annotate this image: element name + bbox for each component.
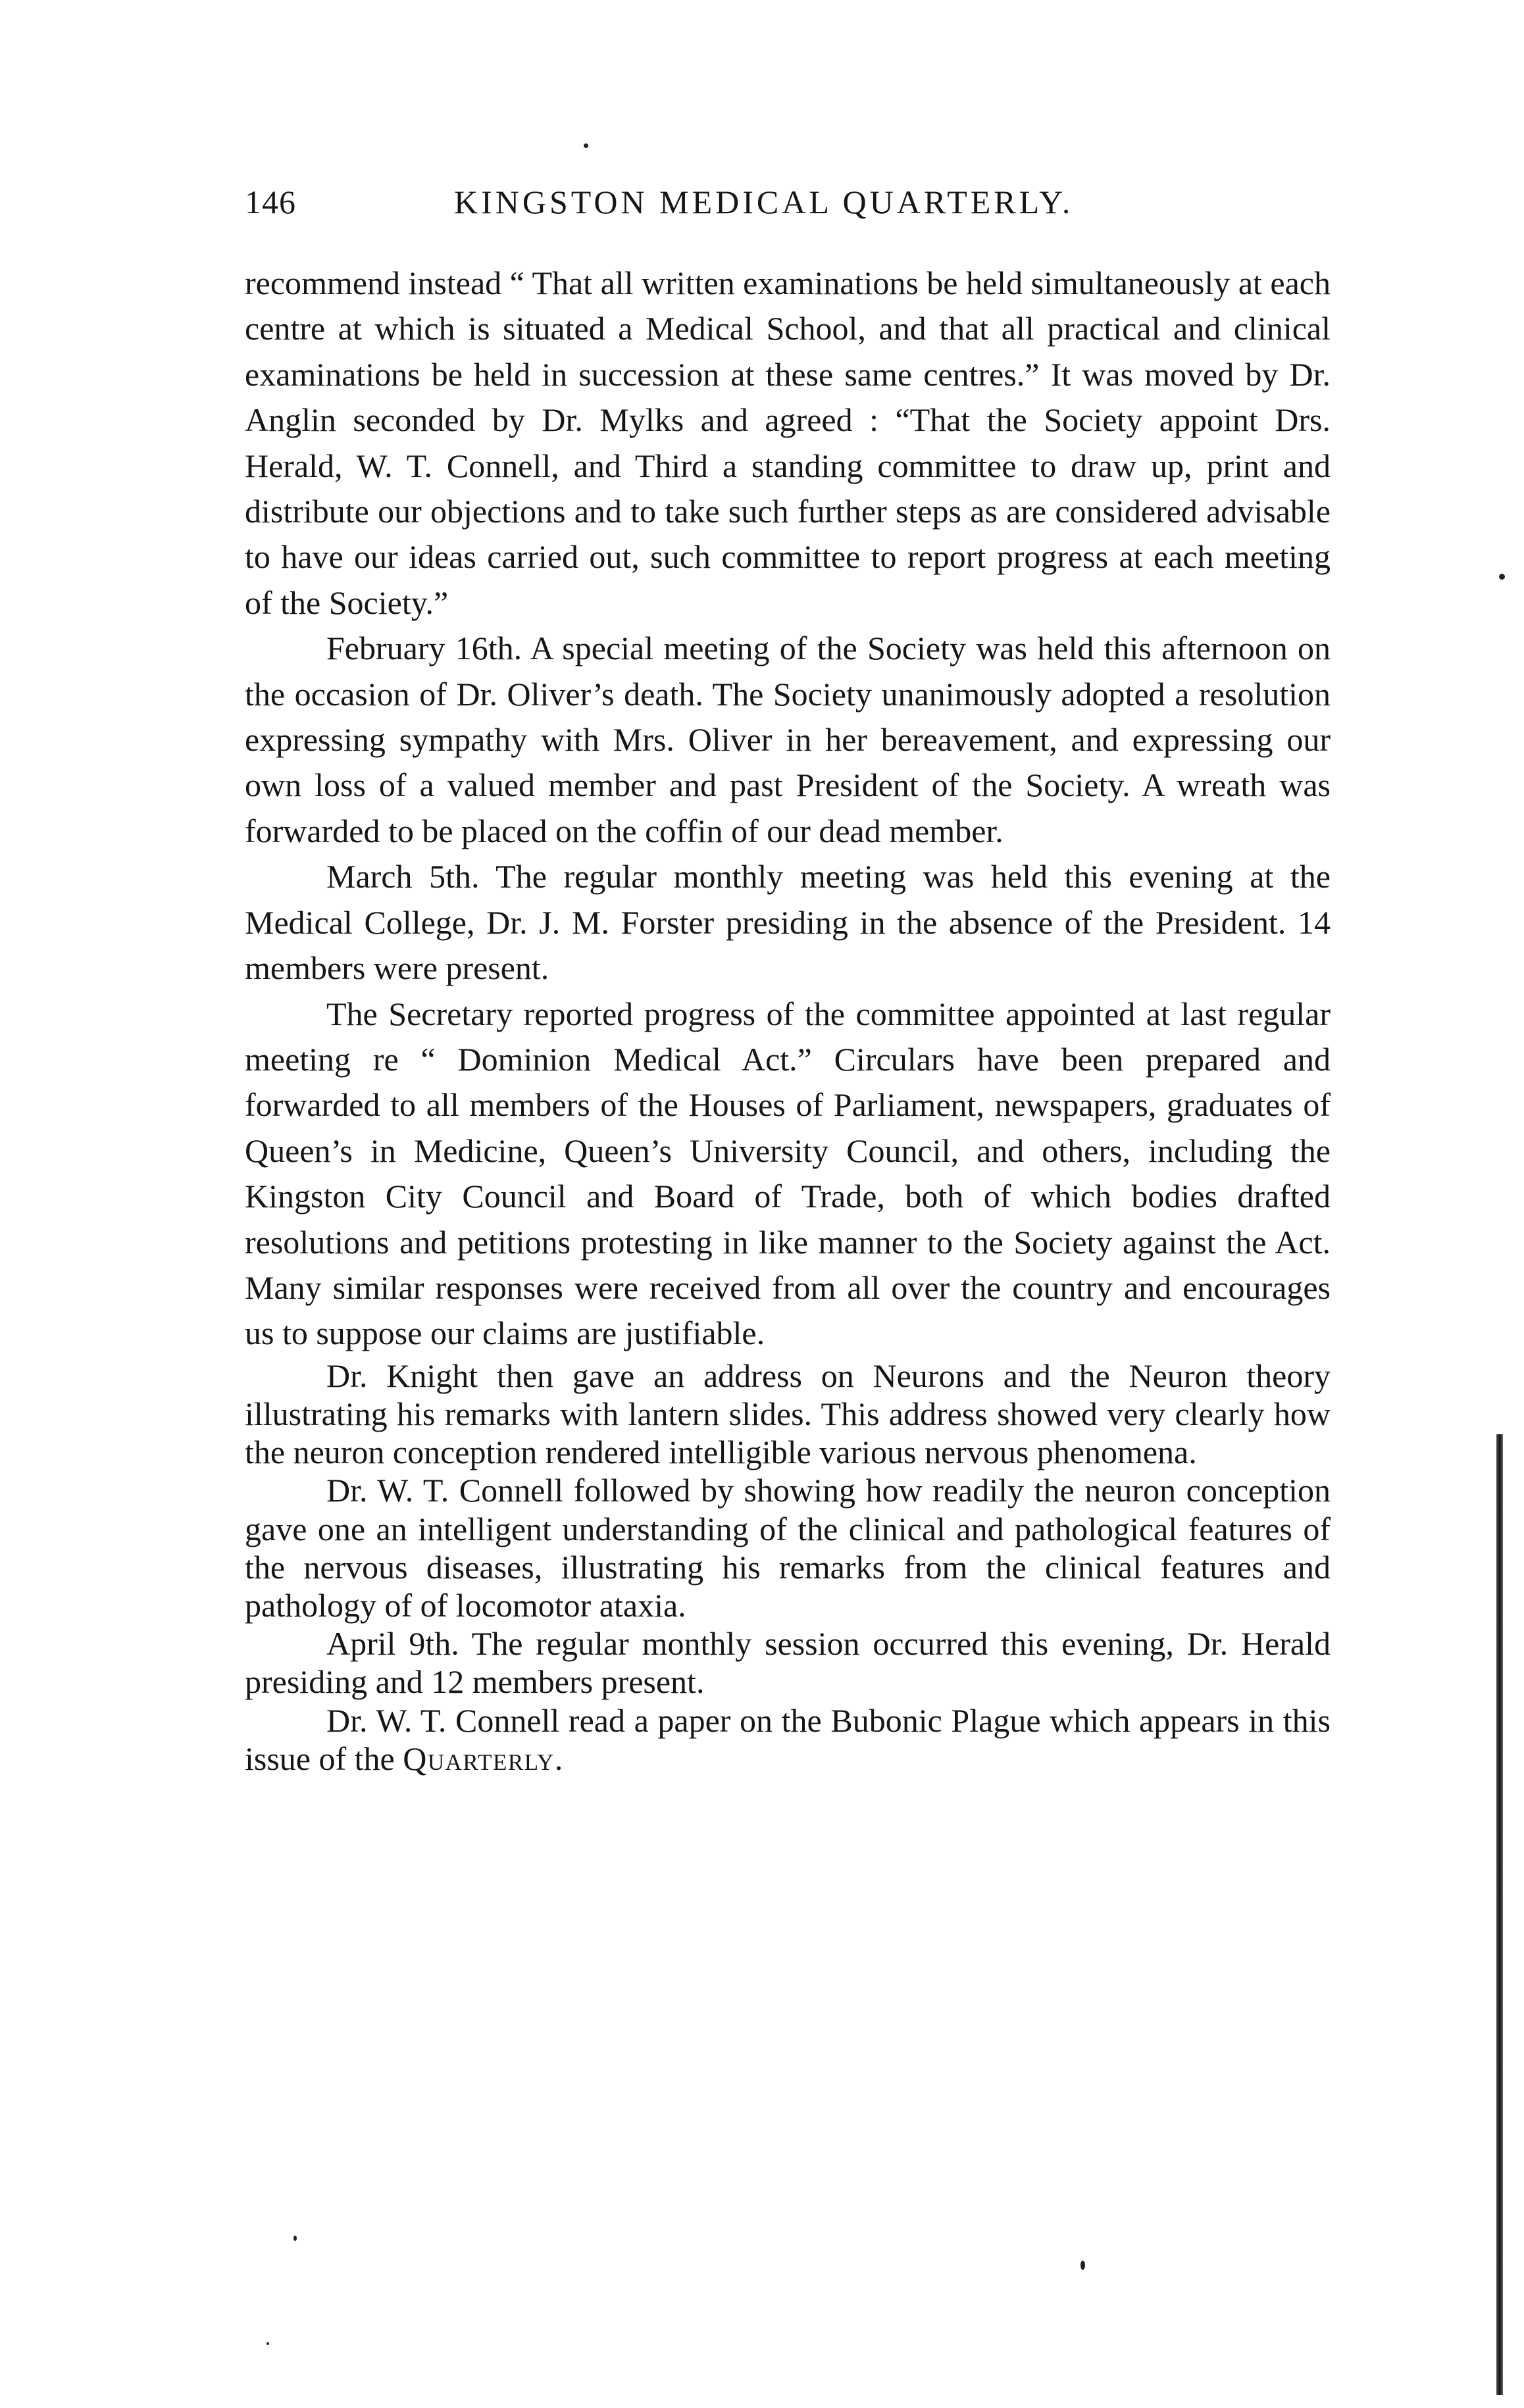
running-title: KINGSTON MEDICAL QUARTERLY. (454, 184, 1074, 220)
page-number: 146 (245, 184, 296, 220)
paragraph-april-9: April 9th. The regular monthly session occurred this evening, Dr. Herald presiding and 12 members present. (245, 1625, 1331, 1701)
ink-speck-bottom-left (293, 2236, 297, 2241)
paragraph-continuation: recommend instead “ That all written examinations be held simultaneously at each centre at which is situated a Medical School, and that all practical and clinical examinations be held in succession at these same centres.” It was moved by Dr. Anglin seconded by Dr. Mylks and agreed : “That the Society appoint Drs. Herald, W. T. Connell, and Third a standing committee to draw up, print and distribute our objections and to take such further steps as are considered advisable to have our ideas carried out, such committee to report progress at each meeting of the Society.” (245, 264, 1331, 621)
journal-name-small-caps: Quarterly. (403, 1740, 564, 1777)
paragraph-knight-address: Dr. Knight then gave an address on Neurons and the Neuron theory illustrating his remarks with lantern slides. This address showed very clearly how the neuron conception rendered intelligible various nervous phenomena. (245, 1357, 1331, 1471)
paragraph-secretary-report: The Secretary reported progress of the committee appointed at last regular meeting re “ Dominion Medical Act.” Circulars have been prepared and forwarded to all members of the Houses of Parliament, newspapers, graduates of Queen’s in Medicine, Queen’s University Council, and others, including the Kingston City Council and Board of Trade, both of which bodies drafted resolutions and petitions protesting in like manner to the Society against the Act. Many similar responses were received from all over the country and encourages us to suppose our claims are justifiable. (245, 995, 1331, 1352)
ink-speck-bottom-center (1080, 2261, 1085, 2270)
running-header (245, 183, 1337, 236)
paragraph-bubonic-plague-text: Dr. W. T. Connell read a paper on the Bubonic Plague which appears in this issue of the (245, 1701, 1331, 1777)
ink-speck-right (1499, 574, 1505, 580)
paragraph-bubonic-plague (245, 1701, 1331, 1778)
ink-speck-lower (267, 2342, 269, 2345)
paragraph-connell-neuron: Dr. W. T. Connell followed by showing how readily the neuron conception gave one an intelligent understanding of the clinical and pathological features of the nervous diseases, illustrating his remarks from the clinical features and pathology of of locomotor ataxia. (245, 1472, 1331, 1624)
page-edge-shadow (1496, 1434, 1503, 2395)
paragraph-february-16: February 16th. A special meeting of the Society was held this afternoon on the occasion of Dr. Oliver’s death. The Society unanimously adopted a resolution expressing sympathy with Mrs. Oliver in her bereavement, and expressing our own loss of a valued member and past President of the Society. A wreath was forwarded to be placed on the coffin of our dead member. (245, 630, 1331, 849)
article-body (245, 261, 1331, 1778)
paragraph-march-5: March 5th. The regular monthly meeting was held this evening at the Medical College, Dr. J. M. Forster presiding in the absence of the President. 14 members were present. (245, 858, 1331, 987)
ink-speck-top (584, 143, 588, 148)
